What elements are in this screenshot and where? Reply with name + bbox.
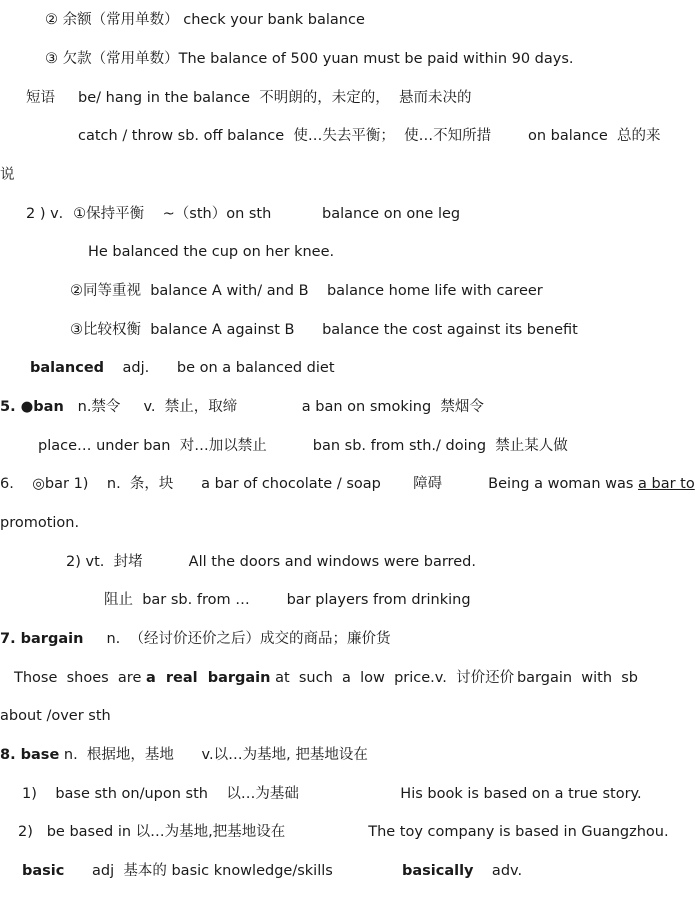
- headword-balanced: balanced: [30, 360, 105, 376]
- bar-verb-phrase: 阻止 bar sb. from … bar players from drinking: [104, 592, 471, 608]
- base-usage-1: 1) base sth on/upon sth 以…为基础 His book is based on a true story.: [22, 786, 642, 802]
- underlined-phrase: a bar to: [638, 476, 695, 492]
- phrase-line-2-cont: 说: [0, 167, 15, 183]
- verb-example: He balanced the cup on her knee.: [88, 244, 335, 260]
- bar-example-cont: promotion.: [0, 515, 80, 531]
- bargain-example: Those shoes are a real bargain at such a low price.v. 讨价还价 bargain with sb: [14, 670, 638, 686]
- headword-basically: basically: [401, 863, 474, 879]
- bargain-example-cont: about /over sth: [0, 708, 111, 724]
- entry-8-base: 8. base n. 根据地，基地 v.以…为基地, 把基地设在: [0, 747, 368, 763]
- sense-3-line: ③ 欠款（常用单数）The balance of 500 yuan must be paid within 90 days.: [45, 51, 574, 67]
- entry-5-ban: 5. ●ban n.禁令 v. 禁止，取缔 a ban on smoking 禁烟令: [0, 399, 484, 415]
- bar-verb-sense: 2) vt. 封堵 All the doors and windows were barred.: [66, 554, 476, 570]
- basic-line: basic adj 基本的 basic knowledge/skills basically adv.: [22, 863, 523, 879]
- headword-basic: basic: [22, 863, 65, 879]
- entry-7-bargain: 7. bargain n. （经讨价还价之后）成交的商品；廉价货: [0, 631, 391, 647]
- bold-phrase: a real bargain: [145, 670, 271, 686]
- entry-6-bar: 6. ◎bar 1) n. 条，块 a bar of chocolate / soap 障碍 Being a woman was a bar to: [0, 476, 695, 492]
- ban-phrases: place… under ban 对…加以禁止 ban sb. from sth./ doing 禁止某人做: [38, 438, 568, 454]
- phrase-line-2: catch / throw sb. off balance 使…失去平衡； 使…不知所措 on balance 总的来: [78, 128, 661, 144]
- headword-base: 8. base: [0, 747, 60, 763]
- phrase-line: 短语 be/ hang in the balance 不明朗的，未定的， 悬而未决的: [26, 90, 472, 106]
- verb-sense-1: 2 ) v．①保持平衡 ~（sth）on sth balance on one leg: [26, 206, 461, 222]
- balanced-line: balanced adj. be on a balanced diet: [30, 360, 335, 376]
- verb-sense-3: ③比较权衡 balance A against B balance the cost against its benefit: [70, 322, 578, 338]
- base-usage-2: 2) be based in 以…为基地,把基地设在 The toy company is based in Guangzhou.: [18, 824, 669, 840]
- headword-ban: 5. ●ban: [0, 399, 64, 415]
- sense-2-line: ② 余额（常用单数） check your bank balance: [45, 12, 365, 28]
- verb-sense-2: ②同等重视 balance A with/ and B balance home life with career: [70, 283, 543, 299]
- headword-bargain: 7. bargain: [0, 631, 84, 647]
